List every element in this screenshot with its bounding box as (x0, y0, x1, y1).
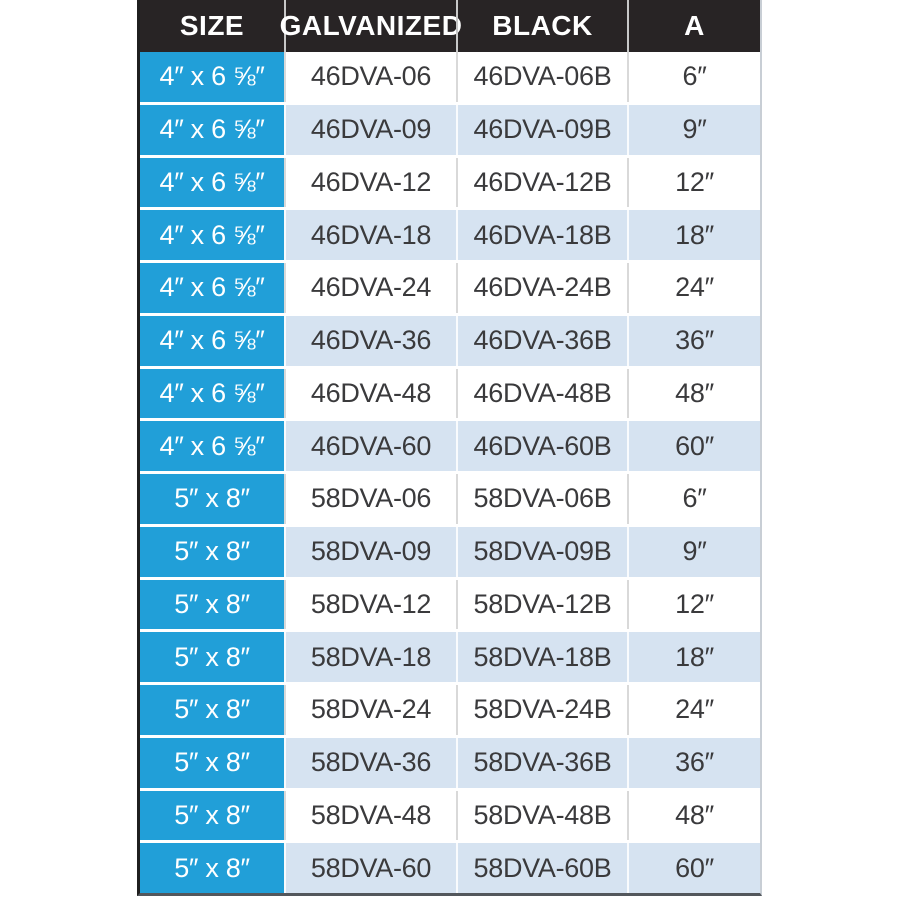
galvanized-part-number-cell: 46DVA-18 (284, 210, 456, 260)
size-cell: 4″ x 6 ⅝″ (140, 316, 284, 366)
black-part-number-cell: 46DVA-18B (456, 210, 627, 260)
black-part-number-cell: 58DVA-36B (456, 738, 627, 788)
a-dimension-cell: 12″ (627, 158, 760, 208)
size-cell: 4″ x 6 ⅝″ (140, 210, 284, 260)
a-dimension-cell: 6″ (627, 52, 760, 102)
a-dimension-cell: 18″ (627, 210, 760, 260)
column-header-a: A (627, 0, 760, 52)
galvanized-part-number-cell: 46DVA-24 (284, 263, 456, 313)
black-part-number-cell: 46DVA-06B (456, 52, 627, 102)
table-row (140, 843, 760, 893)
table-row (140, 632, 760, 685)
size-cell: 4″ x 6 ⅝″ (140, 369, 284, 419)
galvanized-part-number-cell: 58DVA-18 (284, 632, 456, 682)
size-cell: 5″ x 8″ (140, 685, 284, 735)
black-part-number-cell: 58DVA-48B (456, 791, 627, 841)
black-part-number-cell: 46DVA-09B (456, 105, 627, 155)
size-cell: 5″ x 8″ (140, 791, 284, 841)
a-dimension-cell: 24″ (627, 263, 760, 313)
galvanized-part-number-cell: 58DVA-48 (284, 791, 456, 841)
table-row (140, 210, 760, 263)
black-part-number-cell: 46DVA-60B (456, 421, 627, 471)
galvanized-part-number-cell: 58DVA-60 (284, 843, 456, 893)
size-cell: 5″ x 8″ (140, 738, 284, 788)
black-part-number-cell: 58DVA-18B (456, 632, 627, 682)
column-header-galvanized: GALVANIZED (284, 0, 456, 52)
galvanized-part-number-cell: 58DVA-24 (284, 685, 456, 735)
table-row (140, 685, 760, 738)
a-dimension-cell: 24″ (627, 685, 760, 735)
table-row (140, 105, 760, 158)
black-part-number-cell: 58DVA-60B (456, 843, 627, 893)
table-row (140, 791, 760, 844)
size-cell: 4″ x 6 ⅝″ (140, 263, 284, 313)
a-dimension-cell: 36″ (627, 738, 760, 788)
size-cell: 4″ x 6 ⅝″ (140, 421, 284, 471)
galvanized-part-number-cell: 46DVA-36 (284, 316, 456, 366)
size-cell: 5″ x 8″ (140, 580, 284, 630)
size-cell: 5″ x 8″ (140, 843, 284, 893)
a-dimension-cell: 48″ (627, 791, 760, 841)
column-header-black: BLACK (456, 0, 627, 52)
galvanized-part-number-cell: 46DVA-60 (284, 421, 456, 471)
column-header-size: SIZE (179, 10, 245, 41)
a-dimension-cell: 48″ (627, 369, 760, 419)
black-part-number-cell: 46DVA-12B (456, 158, 627, 208)
size-cell: 4″ x 6 ⅝″ (140, 158, 284, 208)
galvanized-part-number-cell: 46DVA-12 (284, 158, 456, 208)
a-dimension-cell: 60″ (627, 843, 760, 893)
size-cell: 4″ x 6 ⅝″ (140, 52, 284, 102)
galvanized-part-number-cell: 58DVA-06 (284, 474, 456, 524)
galvanized-part-number-cell: 46DVA-06 (284, 52, 456, 102)
a-dimension-cell: 36″ (627, 316, 760, 366)
table-row (140, 158, 760, 211)
black-part-number-cell: 46DVA-48B (456, 369, 627, 419)
galvanized-part-number-cell: 58DVA-09 (284, 527, 456, 577)
a-dimension-cell: 18″ (627, 632, 760, 682)
table-row (140, 52, 760, 105)
table-row (140, 421, 760, 474)
table-row (140, 527, 760, 580)
galvanized-part-number-cell: 46DVA-48 (284, 369, 456, 419)
black-part-number-cell: 58DVA-09B (456, 527, 627, 577)
table-body (140, 52, 760, 893)
table-row (140, 369, 760, 422)
a-dimension-cell: 6″ (627, 474, 760, 524)
table-row (140, 263, 760, 316)
product-spec-table (137, 0, 762, 896)
table-row (140, 738, 760, 791)
a-dimension-cell: 60″ (627, 421, 760, 471)
black-part-number-cell: 58DVA-12B (456, 580, 627, 630)
black-part-number-cell: 46DVA-24B (456, 263, 627, 313)
table-row (140, 316, 760, 369)
size-cell: 5″ x 8″ (140, 527, 284, 577)
black-part-number-cell: 46DVA-36B (456, 316, 627, 366)
table-row (140, 580, 760, 633)
size-cell: 5″ x 8″ (140, 632, 284, 682)
galvanized-part-number-cell: 46DVA-09 (284, 105, 456, 155)
black-part-number-cell: 58DVA-06B (456, 474, 627, 524)
size-cell: 4″ x 6 ⅝″ (140, 105, 284, 155)
size-cell: 5″ x 8″ (140, 474, 284, 524)
table-row (140, 474, 760, 527)
a-dimension-cell: 9″ (627, 105, 760, 155)
a-dimension-cell: 12″ (627, 580, 760, 630)
black-part-number-cell: 58DVA-24B (456, 685, 627, 735)
a-dimension-cell: 9″ (627, 527, 760, 577)
table-header-row (140, 0, 760, 52)
galvanized-part-number-cell: 58DVA-12 (284, 580, 456, 630)
galvanized-part-number-cell: 58DVA-36 (284, 738, 456, 788)
